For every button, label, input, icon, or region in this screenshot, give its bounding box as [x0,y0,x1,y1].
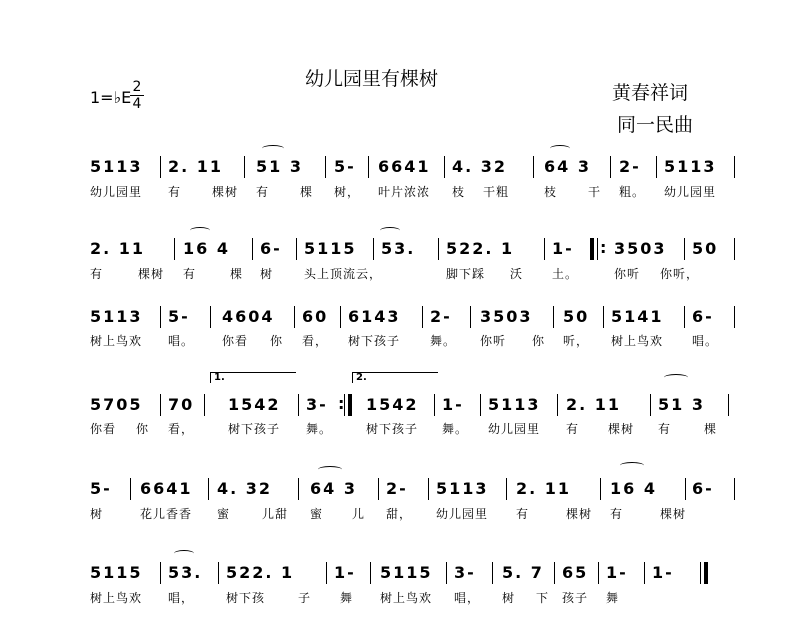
lyric: 唱， [454,591,481,605]
measure: 5- [334,157,356,176]
lyric: 树下孩子 [348,334,401,348]
lyric: 干 [588,185,602,199]
slur [190,227,210,234]
measure: 2. 11 [566,395,622,414]
barline [603,306,604,328]
barline [378,478,379,500]
measure: 51 3 [658,395,705,414]
lyric: 幼儿园里 [436,507,489,521]
barline [325,156,326,178]
slur [174,550,194,557]
measure: 1- [606,563,628,582]
barline [160,306,161,328]
lyric: 树 [502,591,516,605]
lyric: 儿 [352,507,366,521]
lyric: 树 [260,267,274,281]
lyric: 枝 [452,185,466,199]
measure: 53. [168,563,203,582]
time-signature-bottom: 4 [132,96,142,112]
lyric: 看， [302,334,329,348]
measure: 522. 1 [446,239,515,258]
lyric: 你听 [614,267,641,281]
barline [294,306,295,328]
lyric: 有 [516,507,530,521]
measure: 53. [381,239,416,258]
measure: 5113 [90,307,143,326]
lyric: 你看 [222,334,249,348]
measure: 4. 32 [452,157,508,176]
measure: 5- [90,479,112,498]
lyric: 棵树 [212,185,239,199]
lyric: 有 [658,422,672,436]
measure: 4604 [222,307,275,326]
barline [298,394,299,416]
measure: 5113 [90,157,143,176]
barline [244,156,245,178]
barline [210,306,211,328]
barline [734,306,735,328]
repeat-end-thin-bar [344,394,345,416]
barline [370,562,371,584]
lyric: 树上鸟欢 [611,334,664,348]
repeat-start-thick-bar [590,238,594,260]
barline [444,156,445,178]
barline [554,562,555,584]
barline [734,156,735,178]
barline [480,394,481,416]
measure: 6143 [348,307,401,326]
volta-first-ending: 1. [210,372,296,383]
measure: 65 [562,563,589,582]
measure: 2- [619,157,641,176]
barline [656,156,657,178]
lyric: 唱。 [692,334,719,348]
measure: 2. 11 [168,157,224,176]
lyric: 唱， [168,591,195,605]
barline [428,478,429,500]
barline [728,394,729,416]
barline [340,306,341,328]
measure: 70 [168,395,195,414]
barline [160,156,161,178]
measure: 5. 7 [502,563,544,582]
barline [160,394,161,416]
lyric: 树下孩 [226,591,266,605]
measure: 3- [306,395,328,414]
time-signature-top: 2 [132,79,142,95]
measure: 3- [454,563,476,582]
lyric: 枝 [544,185,558,199]
measure: 1- [652,563,674,582]
measure: 2. 11 [516,479,572,498]
measure: 51 3 [256,157,303,176]
barline [218,562,219,584]
barline [208,478,209,500]
lyric: 孩子 [562,591,589,605]
barline [553,306,554,328]
lyric: 树下孩子 [366,422,419,436]
measure: 50 [692,239,719,258]
measure: 5113 [436,479,489,498]
time-signature [130,80,144,111]
barline [422,306,423,328]
measure: 4. 32 [217,479,273,498]
barline [506,478,507,500]
lyric: 舞 [606,591,620,605]
lyric: 树， [334,185,361,199]
barline [600,478,601,500]
barline [684,306,685,328]
barline [644,562,645,584]
lyric: 儿甜 [262,507,289,521]
lyric: 舞。 [306,422,333,436]
lyric: 树上鸟欢 [380,591,433,605]
lyric: 树上鸟欢 [90,334,143,348]
key-signature: 1=♭E [90,88,132,107]
lyric: 棵树 [608,422,635,436]
measure: 5115 [304,239,357,258]
lyric: 你 [136,422,150,436]
lyric: 你看 [90,422,117,436]
lyric: 子 [298,591,312,605]
lyric: 看， [168,422,195,436]
measure: 3503 [614,239,667,258]
measure: 60 [302,307,329,326]
lyric: 粗。 [619,185,646,199]
lyric: 头上顶流云， [304,267,383,281]
barline [734,478,735,500]
lyric: 有 [168,185,182,199]
lyric: 脚下踩 [446,267,486,281]
final-barline-thick [704,562,708,584]
barline [298,478,299,500]
measure: 522. 1 [226,563,295,582]
lyric: 棵 [300,185,314,199]
measure: 1- [334,563,356,582]
lyric: 舞 [340,591,354,605]
lyric: 有 [183,267,197,281]
lyric: 幼儿园里 [90,185,143,199]
measure: 2- [430,307,452,326]
barline [326,562,327,584]
barline [492,562,493,584]
repeat-end-thick-bar [348,394,352,416]
measure: 6641 [378,157,431,176]
barline [434,394,435,416]
lyric: 舞。 [430,334,457,348]
barline [610,156,611,178]
slur [262,145,284,152]
measure: 6641 [140,479,193,498]
barline [204,394,205,416]
measure: 5705 [90,395,143,414]
barline [368,156,369,178]
lyricist-credit: 黄春祥词 [612,82,689,104]
measure: 5113 [488,395,541,414]
lyric: 干粗 [483,185,510,199]
lyric: 蜜 [310,507,324,521]
barline [557,394,558,416]
lyric: 你 [532,334,546,348]
measure: 5115 [380,563,433,582]
lyric: 有 [256,185,270,199]
slur [380,227,400,234]
lyric: 下 [536,591,550,605]
lyric: 沃 [510,267,524,281]
lyric: 有 [566,422,580,436]
barline [130,478,131,500]
lyric: 树上鸟欢 [90,591,143,605]
measure: 1542 [366,395,419,414]
lyric: 你听， [660,267,700,281]
repeat-dots: : [600,238,607,257]
barline [650,394,651,416]
slur [620,462,644,469]
measure: 5141 [611,307,664,326]
measure: 2- [386,479,408,498]
barline [174,238,175,260]
lyric: 蜜 [217,507,231,521]
barline [684,238,685,260]
lyric: 花儿香香 [140,507,193,521]
barline [252,238,253,260]
lyric: 你听 [480,334,507,348]
lyric: 棵树 [660,507,687,521]
barline [685,478,686,500]
measure: 16 4 [183,239,230,258]
measure: 5113 [664,157,717,176]
measure: 6- [260,239,282,258]
barline [734,238,735,260]
lyric: 叶片浓浓 [378,185,431,199]
final-barline-thin [700,562,701,584]
measure: 64 3 [310,479,357,498]
repeat-end-dots: : [338,394,345,413]
lyric: 棵 [704,422,718,436]
lyric: 有 [610,507,624,521]
barline [598,562,599,584]
measure: 2. 11 [90,239,146,258]
slur [664,374,688,381]
measure: 6- [692,307,714,326]
lyric: 有 [90,267,104,281]
composer-credit: 同一民曲 [617,114,694,136]
lyric: 棵树 [566,507,593,521]
barline [533,156,534,178]
lyric: 树下孩子 [228,422,281,436]
lyric: 你 [270,334,284,348]
barline [446,562,447,584]
measure: 64 3 [544,157,591,176]
measure: 16 4 [610,479,657,498]
barline [544,238,545,260]
measure: 3503 [480,307,533,326]
lyric: 甜， [386,507,413,521]
lyric: 听， [563,334,590,348]
lyric: 幼儿园里 [488,422,541,436]
measure: 6- [692,479,714,498]
volta-second-ending: 2. [352,372,438,383]
barline [438,238,439,260]
song-title: 幼儿园里有棵树 [305,68,439,90]
slur [550,145,570,152]
lyric: 土。 [552,267,579,281]
measure: 5115 [90,563,143,582]
barline [470,306,471,328]
lyric: 树 [90,507,104,521]
barline [296,238,297,260]
lyric: 幼儿园里 [664,185,717,199]
measure: 1- [442,395,464,414]
barline [160,562,161,584]
measure: 1- [552,239,574,258]
lyric: 舞。 [442,422,469,436]
measure: 1542 [228,395,281,414]
barline [373,238,374,260]
lyric: 棵 [230,267,244,281]
lyric: 棵树 [138,267,165,281]
repeat-start-thin-bar [597,238,598,260]
slur [318,466,342,473]
measure: 50 [563,307,590,326]
measure: 5- [168,307,190,326]
lyric: 唱。 [168,334,195,348]
